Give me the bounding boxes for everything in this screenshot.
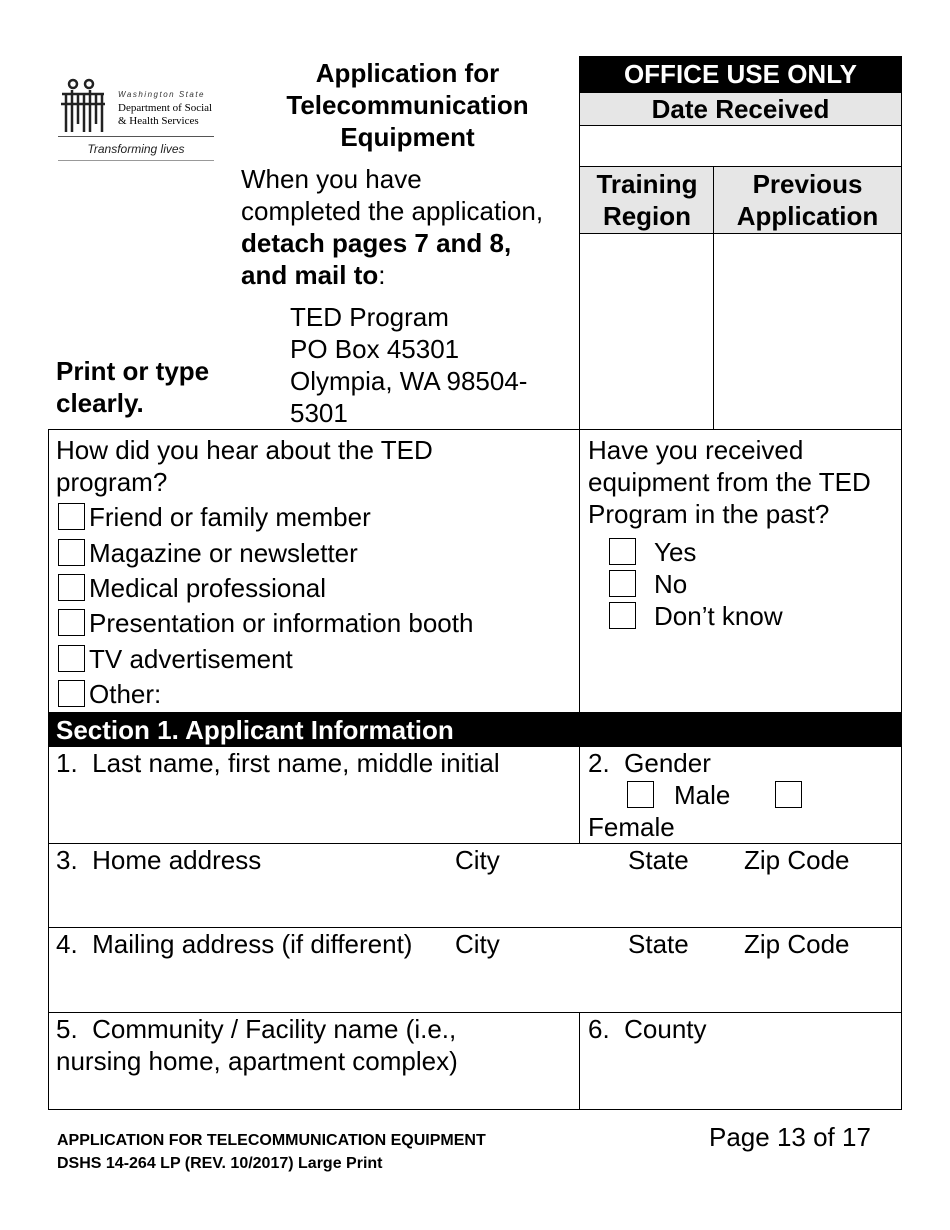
- field-gender-label: 2. Gender: [588, 748, 711, 778]
- facility-line1: 5. Community / Facility name (i.e.,: [56, 1014, 457, 1044]
- option-label: Other:: [89, 679, 162, 709]
- addr-line4: 5301: [290, 398, 348, 428]
- mailing-city-label: City: [455, 929, 500, 959]
- date-received-field[interactable]: [580, 126, 901, 167]
- print-clearly-note: [56, 355, 256, 419]
- hear-question-line2: program?: [56, 467, 168, 497]
- checkbox[interactable]: [58, 645, 85, 672]
- checkbox[interactable]: [58, 609, 85, 636]
- addr-line3: Olympia, WA 98504-: [290, 366, 528, 396]
- checkbox[interactable]: [609, 538, 636, 565]
- field-county-label: 6. County: [588, 1014, 707, 1044]
- print-line2: clearly.: [56, 388, 144, 418]
- option-label: TV advertisement: [89, 644, 293, 674]
- field-facility-label: [56, 1013, 576, 1077]
- office-use-box: [579, 56, 902, 429]
- mail-instructions: [241, 163, 576, 291]
- received-option-dont-know[interactable]: [609, 600, 783, 632]
- footer-form-name: APPLICATION FOR TELECOMMUNICATION EQUIPMENT: [57, 1132, 486, 1149]
- home-zip-label: Zip Code: [744, 845, 850, 875]
- checkbox[interactable]: [58, 503, 85, 530]
- checkbox[interactable]: [58, 680, 85, 707]
- option-label: Friend or family member: [89, 502, 371, 532]
- checkbox[interactable]: [609, 602, 636, 629]
- dshs-logo: [58, 74, 218, 162]
- checkbox[interactable]: [58, 574, 85, 601]
- received-option-yes[interactable]: [609, 536, 696, 568]
- logo-divider-bottom: [58, 160, 214, 161]
- training-region-field[interactable]: [580, 234, 714, 429]
- hear-option-tv[interactable]: [58, 643, 293, 675]
- logo-tagline: Transforming lives: [87, 142, 185, 156]
- received-question-line1: Have you received: [588, 435, 804, 465]
- mailing-address: [290, 301, 578, 429]
- row1-divider: [579, 747, 580, 843]
- footer-form-number: DSHS 14-264 LP (REV. 10/2017) Large Print: [57, 1155, 383, 1172]
- hear-option-other[interactable]: [58, 678, 161, 710]
- previous-application-field[interactable]: [715, 234, 901, 429]
- option-label: Presentation or information booth: [89, 608, 474, 638]
- training-line2: Region: [602, 201, 692, 231]
- option-label: Don’t know: [654, 601, 783, 631]
- option-label: Yes: [654, 537, 697, 567]
- form-bottom-border: [48, 1109, 902, 1110]
- print-line1: Print or type: [56, 356, 210, 386]
- field-name-label: 1. Last name, first name, middle initial: [56, 748, 500, 778]
- instr-line1: When you have: [241, 164, 422, 194]
- office-divider: [713, 167, 714, 429]
- instr-line2: completed the application,: [241, 196, 544, 226]
- section1-header: Section 1. Applicant Information: [48, 712, 902, 747]
- checkbox[interactable]: [609, 570, 636, 597]
- home-city-label: City: [455, 845, 500, 875]
- training-region-header: [580, 168, 714, 232]
- instr-line4: and mail to: [241, 260, 379, 290]
- gender-female-checkbox[interactable]: [775, 781, 802, 808]
- hear-option-magazine[interactable]: [58, 537, 358, 569]
- logo-state: Washington State: [118, 90, 206, 99]
- received-question-line2: equipment from the TED: [588, 467, 871, 497]
- instr-line3: detach pages 7 and 8,: [241, 228, 512, 258]
- hear-option-presentation[interactable]: [58, 607, 473, 639]
- page-number: Page 13 of 17: [709, 1122, 871, 1152]
- hear-option-friend[interactable]: [58, 501, 371, 533]
- hear-question-line1: How did you hear about the TED: [56, 435, 433, 465]
- form-top-border: [48, 429, 902, 430]
- received-question: [588, 434, 900, 530]
- gender-female-label: Female: [588, 812, 675, 842]
- hear-question: [56, 434, 576, 498]
- field-home-address-label: 3. Home address: [56, 845, 262, 875]
- facility-line2: nursing home, apartment complex): [56, 1046, 458, 1076]
- office-use-title: OFFICE USE ONLY: [580, 56, 901, 93]
- option-label: Medical professional: [89, 573, 327, 603]
- mailing-state-label: State: [628, 929, 689, 959]
- hear-divider: [579, 429, 580, 712]
- previous-line1: Previous: [752, 169, 863, 199]
- mailing-zip-label: Zip Code: [744, 929, 850, 959]
- form-left-border: [48, 429, 49, 1109]
- field-mailing-address-label: 4. Mailing address (if different): [56, 929, 413, 959]
- previous-application-header: [714, 168, 901, 232]
- title-line2: Telecommunication: [286, 90, 529, 120]
- option-label: No: [654, 569, 688, 599]
- addr-line2: PO Box 45301: [290, 334, 460, 364]
- logo-dept-line2: & Health Services: [118, 115, 199, 127]
- training-line1: Training: [596, 169, 698, 199]
- gender-male-label: Male: [674, 780, 731, 810]
- option-label: Magazine or newsletter: [89, 538, 358, 568]
- received-question-line3: Program in the past?: [588, 499, 830, 529]
- hear-option-medical[interactable]: [58, 572, 326, 604]
- title-line1: Application for: [315, 58, 500, 88]
- logo-dept-line1: Department of Social: [118, 102, 213, 114]
- gender-male-checkbox[interactable]: [627, 781, 654, 808]
- row5-divider: [579, 1012, 580, 1109]
- dshs-figures-icon: [58, 76, 108, 134]
- title-line3: Equipment: [340, 122, 475, 152]
- logo-divider: [58, 136, 214, 137]
- form-title: [240, 57, 575, 153]
- addr-line1: TED Program: [290, 302, 449, 332]
- home-state-label: State: [628, 845, 689, 875]
- form-right-border: [901, 429, 902, 1109]
- checkbox[interactable]: [58, 539, 85, 566]
- received-option-no[interactable]: [609, 568, 687, 600]
- date-received-header: Date Received: [580, 93, 901, 126]
- previous-line2: Application: [736, 201, 879, 231]
- instr-colon: :: [378, 260, 386, 290]
